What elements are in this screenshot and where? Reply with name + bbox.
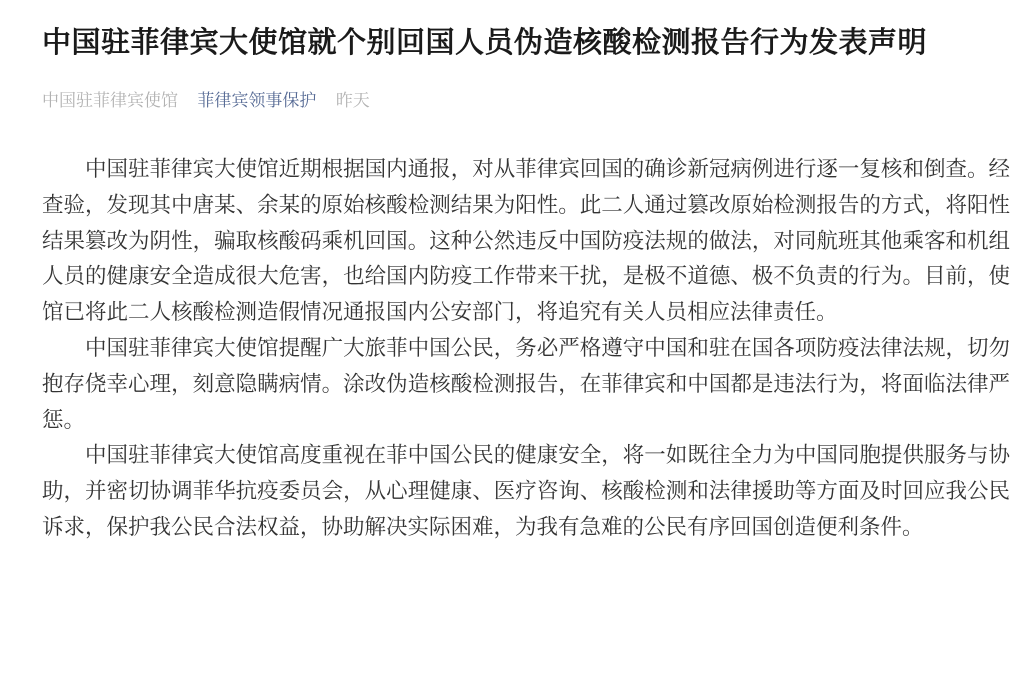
article-title: 中国驻菲律宾大使馆就个别回国人员伪造核酸检测报告行为发表声明: [42, 25, 928, 59]
article-paragraph: 中国驻菲律宾大使馆提醒广大旅菲中国公民，务必严格遵守中国和驻在国各项防疫法律法规，切勿抱存侥幸心理，刻意隐瞒病情。涂改伪造核酸检测报告，在菲律宾和中国都是违法行为，将面临法律严惩。: [42, 335, 1010, 433]
article-paragraph: 中国驻菲律宾大使馆近期根据国内通报，对从菲律宾回国的确诊新冠病例进行逐一复核和倒查。经查验，发现其中唐某、余某的原始核酸检测结果为阳性。此二人通过篡改原始检测报告的方式，将阳性结果篡改为阴性，骗取核酸码乘机回国。这种公然违反中国防疫法规的做法，对同航班其他乘客和机组人员的健康安全造成很大危害，也给国内防疫工作带来干扰，是极不道德、极不负责的行为。目前，使馆已将此二人核酸检测造假情况通报国内公安部门，将追究有关人员相应法律责任。: [42, 157, 1010, 326]
article-paragraph: 中国驻菲律宾大使馆高度重视在菲中国公民的健康安全，将一如既往全力为中国同胞提供服务与协助，并密切协调菲华抗疫委员会，从心理健康、医疗咨询、核酸检测和法律援助等方面及时回应我公民诉求，保护我公民合法权益，协助解决实际困难，为我有急难的公民有序回国创造便利条件。: [42, 443, 1010, 540]
article-author: 中国驻菲律宾使馆: [42, 91, 178, 111]
article-meta: [42, 90, 1010, 112]
article-content: [42, 152, 1010, 546]
account-name-link[interactable]: 菲律宾领事保护: [197, 91, 317, 111]
publish-date: 昨天: [335, 91, 370, 111]
